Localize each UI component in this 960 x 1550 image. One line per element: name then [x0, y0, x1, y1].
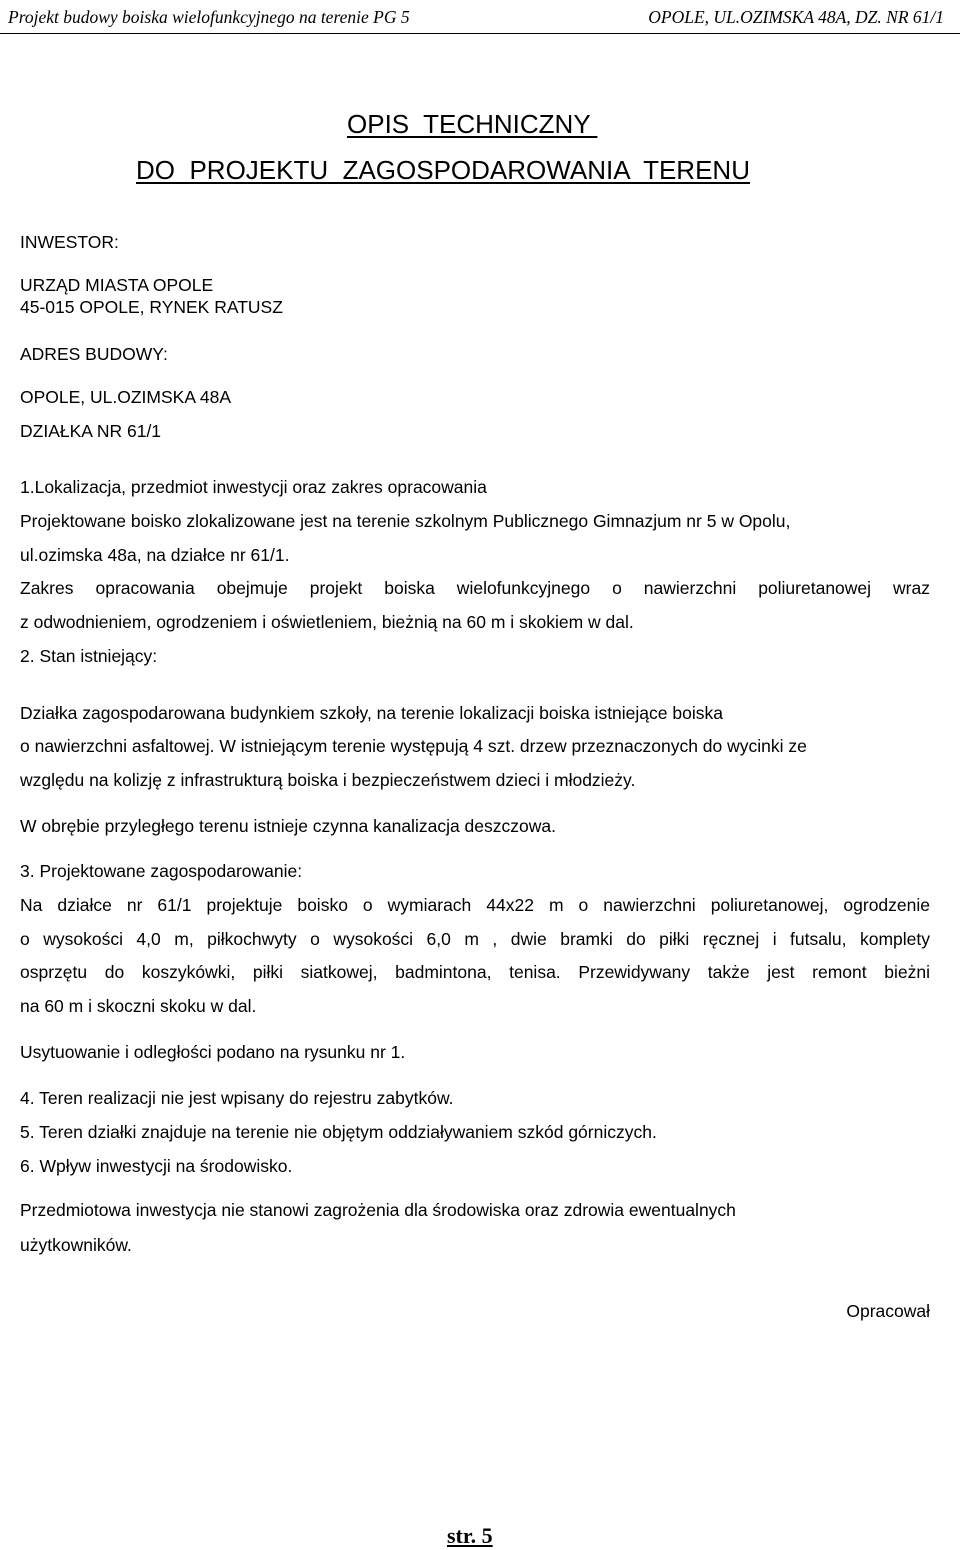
- section-4: 4. Teren realizacji nie jest wpisany do rejestru zabytków.: [20, 1088, 454, 1108]
- section-1-line: ul.ozimska 48a, na działce nr 61/1.: [20, 545, 290, 565]
- section-5: 5. Teren działki znajduje na terenie nie objętym oddziaływaniem szkód górniczych.: [20, 1122, 657, 1142]
- section-2-line: o nawierzchni asfaltowej. W istniejącym terenie występują 4 szt. drzew przeznaczonych do wycinki ze: [20, 736, 807, 756]
- section-6-line: użytkowników.: [20, 1235, 132, 1255]
- section-3-line: na 60 m i skoczni skoku w dal.: [20, 996, 257, 1016]
- header-location: OPOLE, UL.OZIMSKA 48A, DZ. NR 61/1: [648, 7, 944, 27]
- signature-label: Opracował: [846, 1301, 930, 1321]
- section-1-line: Projektowane boisko zlokalizowane jest na terenie szkolnym Publicznego Gimnazjum nr 5 w Opolu,: [20, 511, 791, 531]
- section-3-line: osprzętu do koszykówki, piłki siatkowej, badmintona, tenisa. Przewidywany także jest remont bieżni: [20, 962, 930, 982]
- page-header: [0, 0, 960, 34]
- site-street: OPOLE, UL.OZIMSKA 48A: [20, 387, 232, 407]
- document-subtitle: DO PROJEKTU ZAGOSPODAROWANIA TERENU: [136, 155, 750, 185]
- site-label: ADRES BUDOWY:: [20, 344, 168, 364]
- section-2-line: Działka zagospodarowana budynkiem szkoły, na terenie lokalizacji boiska istniejące boiska: [20, 703, 723, 723]
- section-3-heading: 3. Projektowane zagospodarowanie:: [20, 861, 303, 881]
- investor-name: URZĄD MIASTA OPOLE: [20, 275, 214, 295]
- section-6-heading: 6. Wpływ inwestycji na środowisko.: [20, 1156, 293, 1176]
- site-plot: DZIAŁKA NR 61/1: [20, 421, 162, 441]
- section-1-line: z odwodnieniem, ogrodzeniem i oświetleniem, bieżnią na 60 m i skokiem w dal.: [20, 612, 634, 632]
- section-2-line: W obrębie przyległego terenu istnieje czynna kanalizacja deszczowa.: [20, 816, 556, 836]
- section-2-line: względu na kolizję z infrastrukturą boiska i bezpieczeństwem dzieci i młodzieży.: [20, 770, 636, 790]
- section-1-line: Zakres opracowania obejmuje projekt boiska wielofunkcyjnego o nawierzchni poliuretanowej wraz: [20, 578, 930, 598]
- page-number: str. 5: [447, 1523, 493, 1548]
- section-1-heading: 1.Lokalizacja, przedmiot inwestycji oraz zakres opracowania: [20, 477, 487, 497]
- section-3-line: o wysokości 4,0 m, piłkochwyty o wysokości 6,0 m , dwie bramki do piłki ręcznej i futsalu, komplety: [20, 929, 930, 949]
- header-project-title: Projekt budowy boiska wielofunkcyjnego na terenie PG 5: [8, 7, 410, 27]
- investor-address: 45-015 OPOLE, RYNEK RATUSZ: [20, 297, 283, 317]
- section-6-line: Przedmiotowa inwestycja nie stanowi zagrożenia dla środowiska oraz zdrowia ewentualnych: [20, 1200, 736, 1220]
- investor-label: INWESTOR:: [20, 232, 119, 252]
- section-3-line: Usytuowanie i odległości podano na rysunku nr 1.: [20, 1042, 406, 1062]
- document-title: OPIS TECHNICZNY: [347, 109, 598, 139]
- header-rule: [0, 33, 960, 34]
- section-3-line: Na działce nr 61/1 projektuje boisko o wymiarach 44x22 m o nawierzchni poliuretanowej, ogrodzenie: [20, 895, 930, 915]
- section-2-heading: 2. Stan istniejący:: [20, 646, 158, 666]
